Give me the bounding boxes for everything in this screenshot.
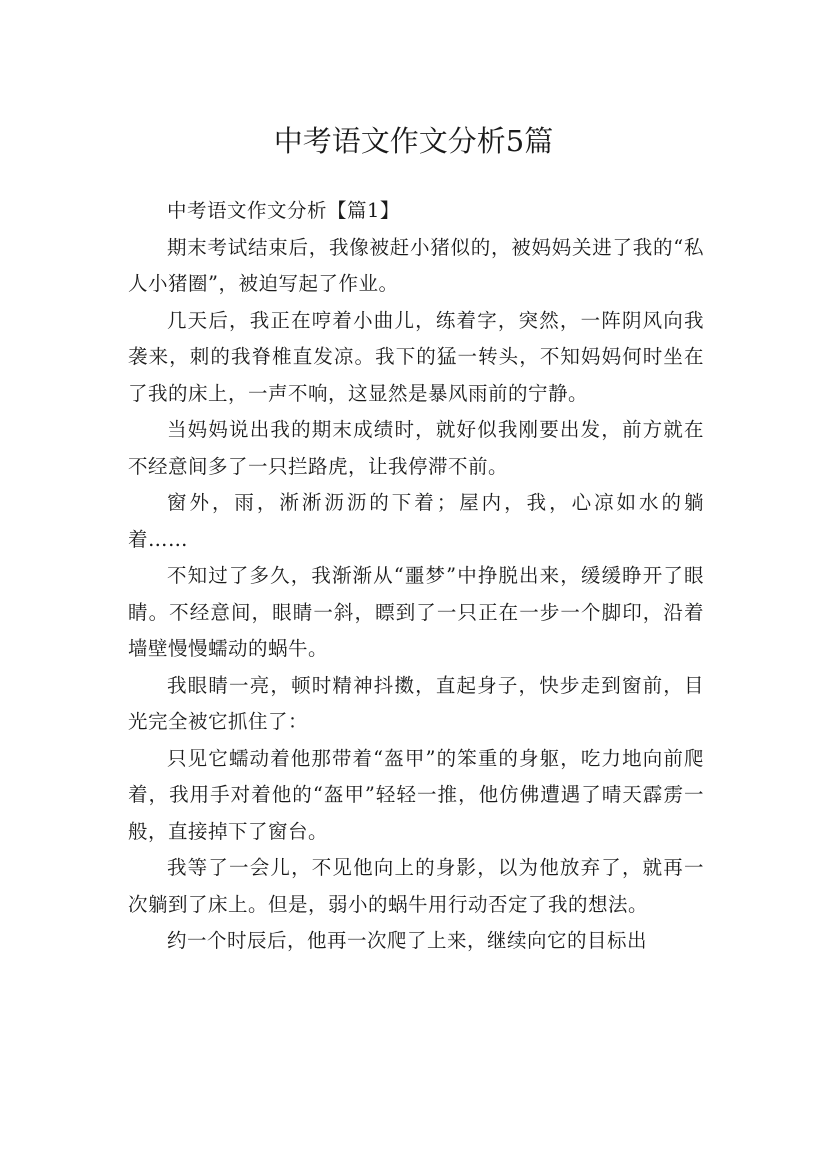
paragraph: 窗外，雨，淅淅沥沥的下着；屋内，我，心凉如水的躺着……	[128, 491, 704, 551]
paragraph: 我眼睛一亮，顿时精神抖擞，直起身子，快步走到窗前，目光完全被它抓住了：	[128, 673, 704, 733]
paragraph: 不知过了多久，我渐渐从“噩梦”中挣脱出来，缓缓睁开了眼睛。不经意间，眼睛一斜，瞟到了一只正在一步一个脚印，沿着墙壁慢慢蠕动的蜗牛。	[128, 564, 704, 660]
paragraph: 期末考试结束后，我像被赶小猪似的，被妈妈关进了我的“私人小猪圈”，被迫写起了作业。	[128, 235, 704, 295]
paragraph: 我等了一会儿，不见他向上的身影，以为他放弃了，就再一次躺到了床上。但是，弱小的蜗牛用行动否定了我的想法。	[128, 856, 704, 916]
paragraph: 约一个时辰后，他再一次爬了上来，继续向它的目标出	[167, 929, 648, 952]
section-heading: 中考语文作文分析【篇1】	[167, 199, 400, 222]
paragraph: 只见它蠕动着他那带着“盔甲”的笨重的身躯，吃力地向前爬着，我用手对着他的“盔甲”轻轻一推，他仿佛遭遇了晴天霹雳一般，直接掉下了窗台。	[128, 746, 704, 843]
document-title: 中考语文作文分析5篇	[273, 124, 554, 159]
paragraph: 当妈妈说出我的期末成绩时，就好似我刚要出发，前方就在不经意间多了一只拦路虎，让我停滞不前。	[128, 418, 704, 478]
paragraph: 几天后，我正在哼着小曲儿，练着字，突然，一阵阴风向我袭来，刺的我脊椎直发凉。我下的猛一转头，不知妈妈何时坐在了我的床上，一声不响，这显然是暴风雨前的宁静。	[128, 308, 704, 405]
document-body	[128, 193, 704, 960]
